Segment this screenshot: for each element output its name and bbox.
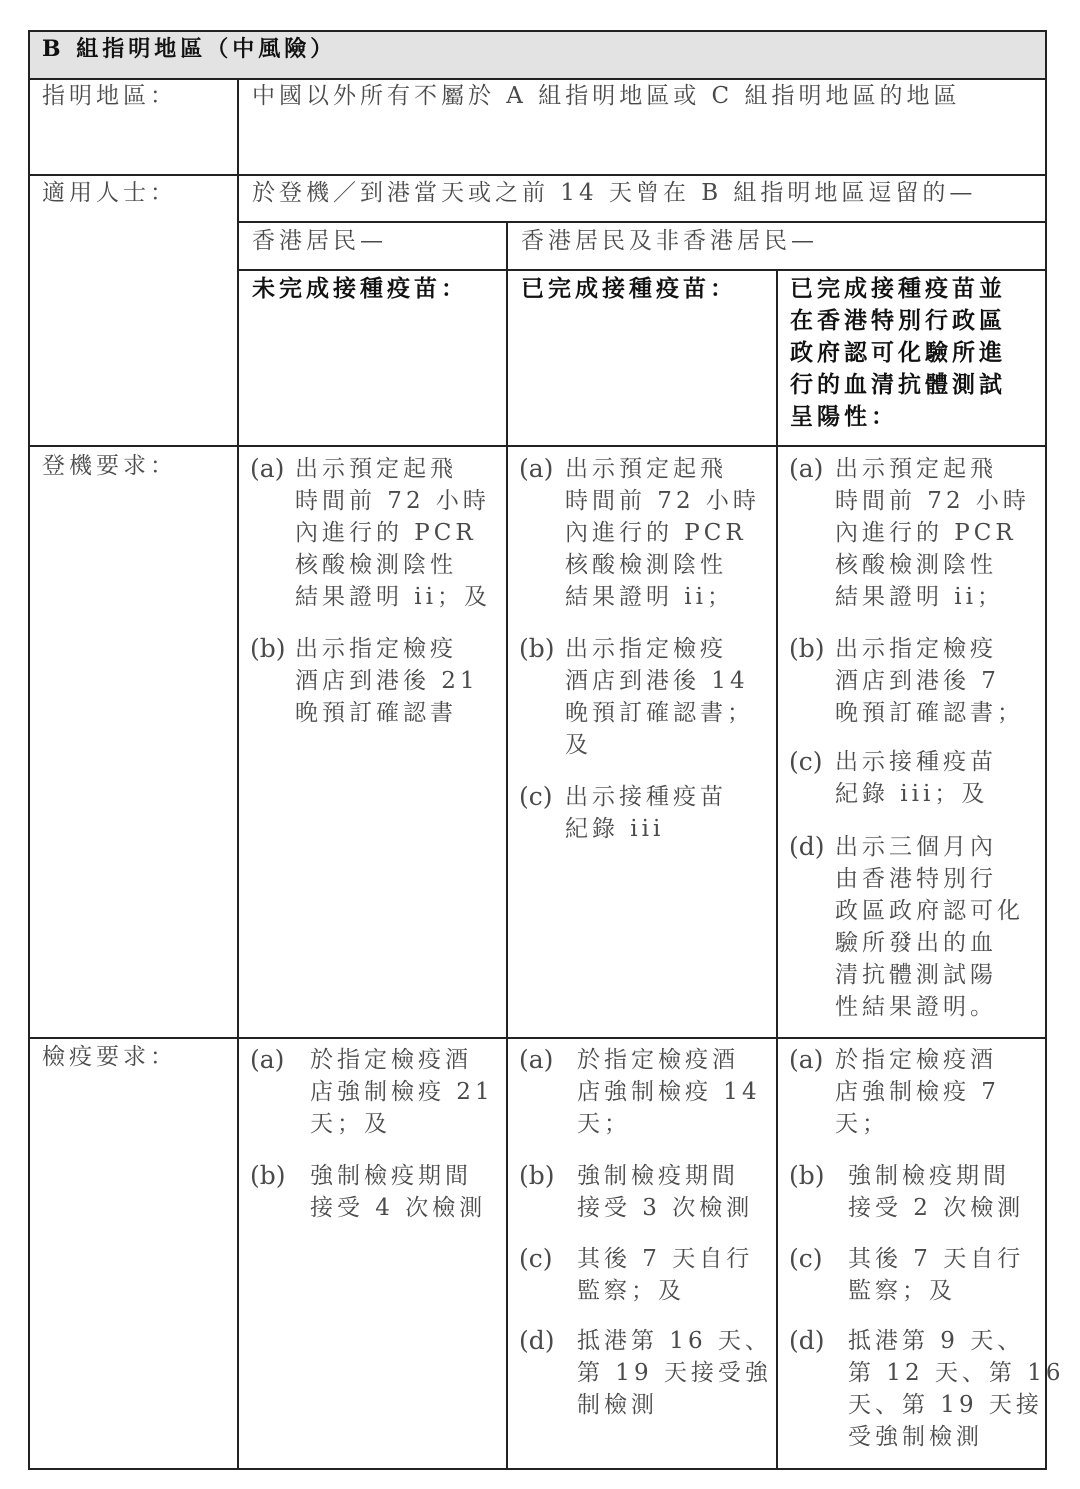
item-marker: (c) [519, 782, 553, 811]
item-marker: (b) [250, 634, 286, 663]
group-all-residents: 香港居民及非香港居民— [521, 228, 818, 254]
divider [28, 1037, 1047, 1039]
item-marker: (a) [519, 1045, 554, 1074]
item-marker: (a) [250, 1045, 285, 1074]
group-hk-residents: 香港居民— [252, 228, 387, 254]
item-marker: (a) [789, 1045, 824, 1074]
status-vaccinated-antibody: 已完成接種疫苗並 在香港特別行政區 政府認可化驗所進 行的血清抗體測試 呈陽性： [790, 275, 1006, 430]
areas-value: 中國以外所有不屬於 A 組指明地區或 C 組指明地區的地區 [252, 83, 961, 109]
quarantine-col3-item: 抵港第 9 天、 第 12 天、第 16 天、第 19 天接 受強制檢測 [848, 1328, 1065, 1450]
quarantine-col2-item: 其後 7 天自行 監察；及 [577, 1246, 754, 1304]
status-vaccinated: 已完成接種疫苗： [521, 275, 737, 302]
divider [28, 30, 1047, 32]
item-marker: (c) [789, 1244, 823, 1273]
divider [28, 30, 30, 1470]
boarding-col2-item: 出示指定檢疫 酒店到港後 14 晚預訂確認書； 及 [565, 636, 754, 758]
label-areas: 指明地區： [42, 83, 177, 109]
divider [28, 174, 1047, 176]
boarding-col3-item: 出示指定檢疫 酒店到港後 7 晚預訂確認書； [835, 636, 1024, 726]
divider [238, 269, 1047, 271]
table-title: B 組指明地區（中風險） [42, 36, 337, 62]
divider [28, 445, 1047, 447]
label-quarantine: 檢疫要求： [42, 1044, 177, 1070]
item-marker: (b) [519, 634, 555, 663]
boarding-col3-item: 出示三個月內 由香港特別行 政區政府認可化 驗所發出的血 清抗體測試陽 性結果證明。 [835, 834, 1024, 1020]
quarantine-col1-item: 強制檢疫期間 接受 4 次檢測 [310, 1163, 487, 1221]
divider [28, 1468, 1047, 1470]
item-marker: (b) [250, 1161, 286, 1190]
boarding-col2-item: 出示接種疫苗 紀錄 iii [565, 784, 727, 842]
quarantine-col2-item: 於指定檢疫酒 店強制檢疫 14 天； [577, 1047, 761, 1137]
item-marker: (d) [789, 1326, 825, 1355]
quarantine-col2-item: 強制檢疫期間 接受 3 次檢測 [577, 1163, 754, 1221]
item-marker: (b) [789, 1161, 825, 1190]
divider [1045, 30, 1047, 1470]
status-unvaccinated: 未完成接種疫苗： [252, 275, 468, 302]
item-marker: (a) [250, 454, 285, 483]
item-marker: (d) [519, 1326, 555, 1355]
divider [237, 78, 239, 1470]
boarding-col3-item: 出示接種疫苗 紀錄 iii；及 [835, 749, 997, 807]
label-applicable: 適用人士： [42, 180, 177, 206]
quarantine-col3-item: 強制檢疫期間 接受 2 次檢測 [848, 1163, 1025, 1221]
item-marker: (a) [789, 454, 824, 483]
item-marker: (c) [519, 1244, 553, 1273]
boarding-col3-item: 出示預定起飛 時間前 72 小時 內進行的 PCR 核酸檢測陰性 結果證明 ii； [835, 456, 1030, 610]
boarding-col1-item: 出示預定起飛 時間前 72 小時 內進行的 PCR 核酸檢測陰性 結果證明 ii；及 [295, 456, 492, 610]
item-marker: (b) [519, 1161, 555, 1190]
quarantine-col1-item: 於指定檢疫酒 店強制檢疫 21 天；及 [310, 1047, 494, 1137]
divider [238, 221, 1047, 223]
label-boarding: 登機要求： [42, 453, 177, 479]
quarantine-col3-item: 於指定檢疫酒 店強制檢疫 7 天； [835, 1047, 1000, 1137]
item-marker: (a) [519, 454, 554, 483]
divider [506, 221, 508, 1470]
item-marker: (c) [789, 747, 823, 776]
quarantine-col3-item: 其後 7 天自行 監察；及 [848, 1246, 1025, 1304]
item-marker: (b) [789, 634, 825, 663]
boarding-col2-item: 出示預定起飛 時間前 72 小時 內進行的 PCR 核酸檢測陰性 結果證明 ii； [565, 456, 760, 610]
quarantine-col2-item: 抵港第 16 天、 第 19 天接受強 制檢測 [577, 1328, 772, 1418]
boarding-col1-item: 出示指定檢疫 酒店到港後 21 晚預訂確認書 [295, 636, 479, 726]
divider [776, 269, 778, 1470]
applicable-value: 於登機／到港當天或之前 14 天曾在 B 組指明地區逗留的— [252, 180, 977, 206]
item-marker: (d) [789, 832, 825, 861]
